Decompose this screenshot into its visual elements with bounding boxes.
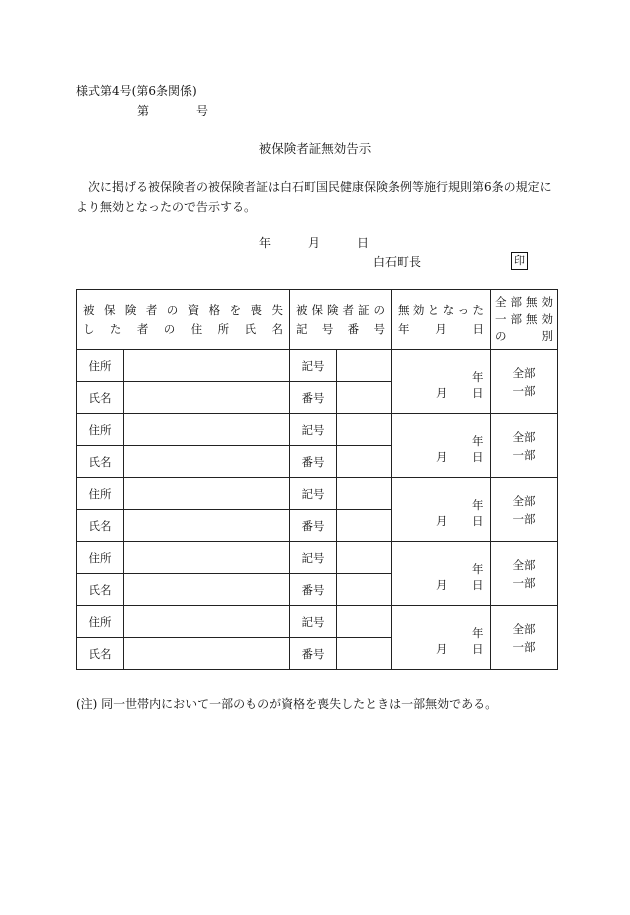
header-invalid-date [392,290,491,350]
name-label: 氏名 [77,446,124,478]
header-invalid-date-line2: 年月日 [398,321,484,336]
address-label: 住所 [77,478,124,510]
symbol-label: 記号 [290,414,337,446]
number-field[interactable] [337,382,392,414]
mayor-title: 白石町長 [373,255,422,269]
name-label: 氏名 [77,638,124,670]
address-field[interactable] [124,350,290,382]
year-label: 年 [472,626,484,640]
part-label: 一部 [512,447,536,462]
day-label: 日 [472,642,484,656]
date-month-label: 月 [308,236,321,250]
number-label: 番号 [290,446,337,478]
number-label: 番号 [290,574,337,606]
invalid-date-cell[interactable] [392,606,491,670]
all-label: 全部 [512,365,536,380]
month-label: 月 [436,578,448,592]
symbol-field[interactable] [337,478,392,510]
all-or-part-cell[interactable] [491,606,558,670]
number-field[interactable] [337,574,392,606]
document-title: 被保険者証無効告示 [258,141,372,156]
number-label: 番号 [290,382,337,414]
table-row [77,606,558,638]
date-year-label: 年 [259,236,272,250]
header-invalid-date-line1: 無効となった [398,302,484,317]
address-field[interactable] [124,606,290,638]
header-lost-person [77,290,290,350]
part-label: 一部 [512,511,536,526]
name-label: 氏名 [77,510,124,542]
address-field[interactable] [124,414,290,446]
invalid-date-cell[interactable] [392,414,491,478]
symbol-field[interactable] [337,414,392,446]
footnote: (注) 同一世帯内において一部のものが資格を喪失したときは一部無効である。 [76,697,498,711]
header-all-or-part-line2: 一部無効 [495,312,553,326]
header-lost-person-line2: した者の住所氏名 [83,321,283,336]
header-all-or-part-line1: 全部無効 [495,295,553,309]
table-row [77,542,558,574]
seal-mark: 印 [511,252,528,270]
notice-number-suffix: 号 [196,104,209,118]
day-label: 日 [472,514,484,528]
header-lost-person-line1: 被保険者の資格を喪失 [83,302,283,317]
name-field[interactable] [124,510,290,542]
header-all-or-part [491,290,558,350]
name-field[interactable] [124,574,290,606]
header-all-or-part-line3: の別 [495,329,553,343]
all-or-part-cell[interactable] [491,478,558,542]
table-header-row [77,290,558,350]
day-label: 日 [472,450,484,464]
all-label: 全部 [512,621,536,636]
address-label: 住所 [77,414,124,446]
address-field[interactable] [124,478,290,510]
day-label: 日 [472,578,484,592]
year-label: 年 [472,370,484,384]
all-label: 全部 [512,557,536,572]
year-label: 年 [472,434,484,448]
part-label: 一部 [512,639,536,654]
all-or-part-cell[interactable] [491,542,558,606]
year-label: 年 [472,562,484,576]
part-label: 一部 [512,383,536,398]
month-label: 月 [436,642,448,656]
notice-number-prefix: 第 [137,104,150,118]
number-field[interactable] [337,446,392,478]
day-label: 日 [472,386,484,400]
header-card-line2: 記号番号 [296,321,385,336]
symbol-field[interactable] [337,606,392,638]
invalid-date-cell[interactable] [392,478,491,542]
part-label: 一部 [512,575,536,590]
name-label: 氏名 [77,574,124,606]
all-or-part-cell[interactable] [491,350,558,414]
date-day-label: 日 [357,236,370,250]
month-label: 月 [436,450,448,464]
name-label: 氏名 [77,382,124,414]
table-row [77,414,558,446]
invalid-date-cell[interactable] [392,350,491,414]
header-card-symbol-number [290,290,392,350]
form-number-label: 様式第4号(第6条関係) [76,84,197,98]
symbol-label: 記号 [290,606,337,638]
symbol-label: 記号 [290,478,337,510]
name-field[interactable] [124,382,290,414]
notice-table [76,289,558,670]
table-row [77,350,558,382]
number-label: 番号 [290,638,337,670]
number-field[interactable] [337,510,392,542]
symbol-field[interactable] [337,542,392,574]
year-label: 年 [472,498,484,512]
all-label: 全部 [512,493,536,508]
address-label: 住所 [77,606,124,638]
name-field[interactable] [124,638,290,670]
number-label: 番号 [290,510,337,542]
address-field[interactable] [124,542,290,574]
number-field[interactable] [337,638,392,670]
invalid-date-cell[interactable] [392,542,491,606]
address-label: 住所 [77,350,124,382]
month-label: 月 [436,514,448,528]
symbol-field[interactable] [337,350,392,382]
header-card-line1: 被保険者証の [296,302,385,317]
all-or-part-cell[interactable] [491,414,558,478]
all-label: 全部 [512,429,536,444]
month-label: 月 [436,386,448,400]
body-text: 次に掲げる被保険者の被保険者証は白石町国民健康保険条例等施行規則第6条の規定により無効となったので告示する。 [76,180,552,214]
symbol-label: 記号 [290,350,337,382]
symbol-label: 記号 [290,542,337,574]
body-paragraph [76,177,560,217]
table-row [77,478,558,510]
address-label: 住所 [77,542,124,574]
name-field[interactable] [124,446,290,478]
